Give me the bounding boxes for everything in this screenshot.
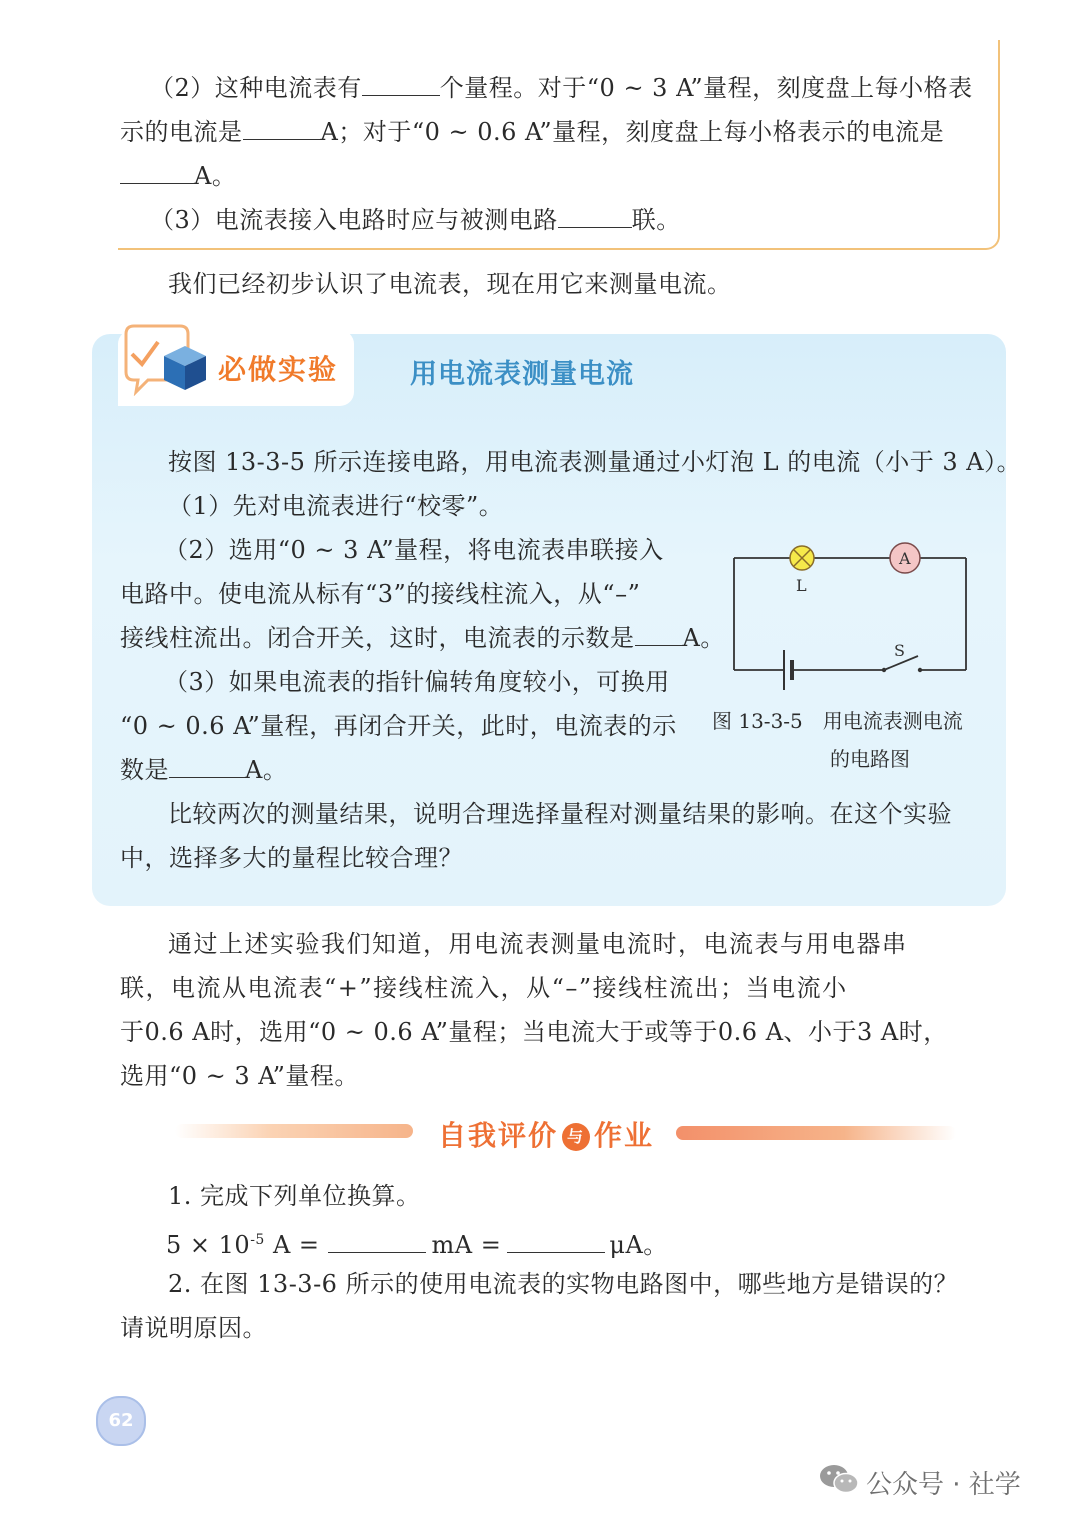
text-segment: 数是 (120, 756, 169, 784)
text-segment: 个量程。对于“0 ~ 3 A”量程，刻度盘上每小格表 (439, 74, 973, 102)
switch-label: S (894, 641, 905, 660)
text-segment: （2）这种电流表有 (150, 74, 362, 102)
section-title-part-1: 自我评价 (438, 1119, 559, 1152)
experiment-step-2-line-1: （2）选用“0 ~ 3 A”量程，将电流表串联接入 (164, 536, 664, 564)
homework-question-1-expression (166, 1218, 668, 1267)
ammeter-label: A (899, 549, 911, 568)
experiment-question-line-1: 比较两次的测量结果，说明合理选择量程对测量结果的影响。在这个实验 (168, 800, 952, 828)
answer-blank[interactable] (120, 163, 194, 184)
answer-blank[interactable] (169, 757, 245, 778)
text-segment: 联。 (631, 206, 681, 234)
summary-line-1: 通过上述实验我们知道，用电流表测量电流时，电流表与用电器串 (168, 930, 908, 958)
experiment-cube-icon (118, 320, 218, 396)
text-segment: 示的电流是 (120, 118, 243, 146)
section-bar-right (676, 1126, 956, 1140)
text-segment: A。 (682, 624, 725, 652)
figure-caption-line-2: 的电路图 (830, 747, 910, 771)
experiment-step-2-line-2: 电路中。使电流从标有“3”的接线柱流入，从“–” (120, 580, 641, 608)
exponent: -5 (250, 1232, 265, 1248)
figure-caption (712, 702, 963, 740)
section-and-icon: 与 (562, 1123, 590, 1151)
circuit-diagram (728, 538, 974, 698)
answer-blank[interactable] (507, 1232, 605, 1253)
text-segment: 5 × 10 (166, 1231, 251, 1259)
experiment-question-line-2: 中，选择多大的量程比较合理？ (120, 844, 463, 872)
experiment-step-1: （1）先对电流表进行“校零”。 (168, 492, 504, 520)
question-2-line-2 (120, 110, 944, 154)
page-number: 62 (96, 1396, 146, 1446)
summary-line-4: 选用“0 ~ 3 A”量程。 (120, 1062, 359, 1090)
experiment-step-3-line-3 (120, 748, 287, 792)
text-segment: mA = (431, 1231, 502, 1259)
switch-contact (918, 668, 922, 672)
summary-line-2: 联，电流从电流表“+”接线柱流入，从“–”接线柱流出；当电流小 (120, 974, 848, 1002)
question-2-line-3 (120, 154, 236, 198)
answer-blank[interactable] (328, 1232, 426, 1253)
experiment-title: 用电流表测量电流 (410, 359, 634, 390)
watermark-text: 公众号 · 社学 (866, 1470, 1021, 1500)
section-title-part-2: 作业 (594, 1119, 655, 1152)
answer-blank[interactable] (362, 75, 440, 96)
experiment-step-2-line-3 (120, 616, 725, 660)
section-bar-left (175, 1124, 413, 1138)
figure-number: 图 13-3-5 (712, 709, 803, 733)
section-title (438, 1114, 654, 1154)
experiment-step-3-line-1: （3）如果电流表的指针偏转角度较小，可换用 (164, 668, 670, 696)
answer-blank[interactable] (558, 207, 632, 228)
text-segment: A；对于“0 ~ 0.6 A”量程，刻度盘上每小格表示的电流是 (320, 118, 945, 146)
text-segment: 接线柱流出。闭合开关，这时，电流表的示数是 (120, 624, 635, 652)
homework-question-2-line-1: 2. 在图 13-3-6 所示的使用电流表的实物电路图中，哪些地方是错误的？ (168, 1270, 959, 1298)
experiment-step-3-line-2: “0 ~ 0.6 A”量程，再闭合开关，此时，电流表的示 (120, 712, 677, 740)
lamp-label: L (796, 576, 807, 595)
wechat-icon (818, 1462, 860, 1496)
figure-caption-line-1: 用电流表测电流 (822, 709, 963, 733)
text-segment: A = (264, 1231, 320, 1259)
text-segment: （3）电流表接入电路时应与被测电路 (150, 206, 558, 234)
homework-question-2-line-2: 请说明原因。 (120, 1314, 267, 1342)
text-segment: μA。 (609, 1231, 668, 1259)
summary-line-3: 于0.6 A时，选用“0 ~ 0.6 A”量程；当电流大于或等于0.6 A、小于3 A时， (120, 1018, 948, 1046)
question-2-line-1 (150, 66, 973, 110)
question-3 (150, 198, 681, 242)
answer-blank[interactable] (635, 625, 683, 646)
text-segment: A。 (245, 756, 288, 784)
homework-question-1: 1. 完成下列单位换算。 (168, 1182, 421, 1210)
text-segment: A。 (194, 162, 237, 190)
intro-text: 我们已经初步认识了电流表，现在用它来测量电流。 (168, 270, 732, 298)
experiment-badge: 必做实验 (218, 353, 339, 386)
answer-blank[interactable] (243, 119, 321, 140)
experiment-line-1: 按图 13-3-5 所示连接电路，用电流表测量通过小灯泡 L 的电流（小于 3 A）。 (168, 448, 1022, 476)
